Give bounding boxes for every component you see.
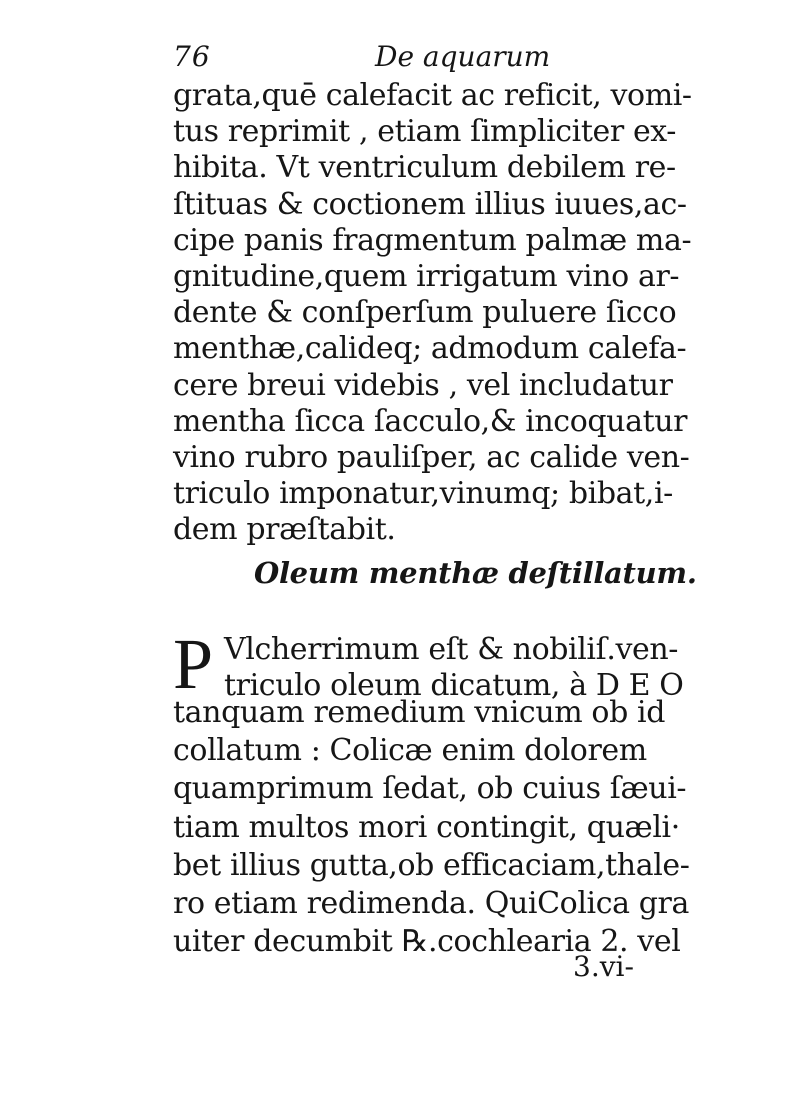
text-line: Vlcherrimum eſt & nobiliſ.ven-: [224, 632, 679, 667]
text-line: ro etiam redimenda. QuiColica gra: [173, 885, 689, 921]
text-line: gnitudine,quem irrigatum vino ar-: [173, 258, 680, 294]
text-line: grata,quē calefacit ac reficit, vomi-: [173, 78, 692, 113]
text-line: dem præſtabit.: [173, 512, 396, 548]
text-line: tanquam remedium vnicum ob id: [173, 695, 666, 730]
text-line: tiam multos mori contingit, quæli·: [173, 809, 680, 845]
text-line: hibita. Vt ventriculum debilem re-: [173, 150, 676, 186]
text-line: vino rubro pauliſper, ac calide ven-: [173, 439, 690, 475]
drop-cap-initial: P: [173, 624, 214, 704]
text-line: dente & conſperſum puluere ſicco: [173, 295, 677, 331]
paragraph-body: [173, 78, 692, 548]
section-heading: Oleum menthæ deſtillatum.: [254, 556, 697, 590]
text-line: cere breui videbis , vel includatur: [173, 367, 673, 403]
running-title: De aquarum: [375, 40, 551, 73]
running-head: [173, 36, 643, 80]
text-line: cipe panis fragmentum palmæ ma-: [173, 222, 692, 258]
text-line: ſtituas & coctionem illius iuues,ac-: [173, 186, 687, 222]
page-number: 76: [173, 40, 211, 73]
catchword: 3.vi-: [573, 950, 634, 983]
text-line: tus reprimit , etiam ſimpliciter ex-: [173, 114, 677, 150]
text-line: bet illius gutta,ob efficaciam,thale-: [173, 847, 690, 883]
text-line: triculo imponatur,vinumq; bibat,i-: [173, 476, 673, 512]
text-line: mentha ſicca ſacculo,& incoquatur: [173, 403, 688, 439]
text-line: uiter decumbit ℞.cochlearia 2. vel: [173, 924, 681, 960]
text-line: collatum : Colicæ enim dolorem: [173, 733, 647, 769]
text-line: triculo oleum dicatum, à D E O: [224, 668, 684, 703]
text-line: quamprimum ſedat, ob cuius ſæui-: [173, 771, 687, 807]
text-line: menthæ,calideq; admodum calefa-: [173, 331, 687, 367]
section-body: [173, 694, 690, 961]
